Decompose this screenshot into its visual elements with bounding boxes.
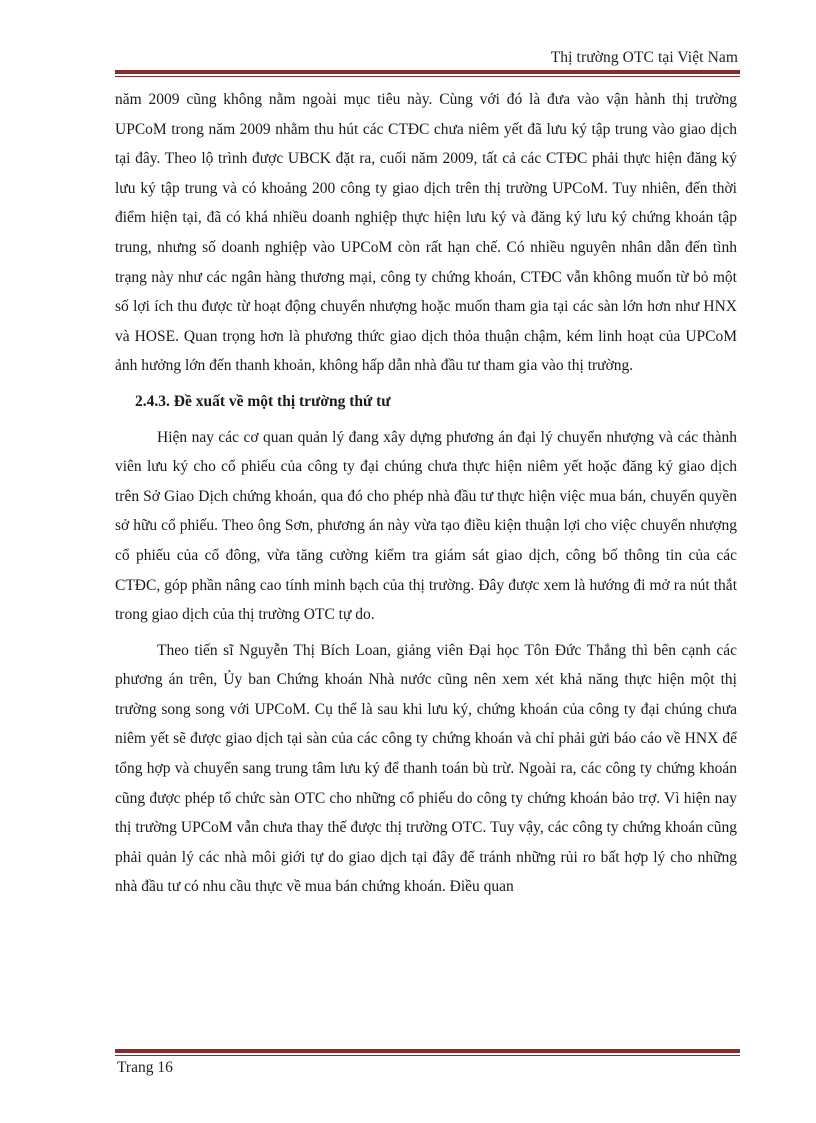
footer-rule [115,1049,740,1056]
header-rule [115,70,740,77]
body-paragraph-1: năm 2009 cũng không nằm ngoài mục tiêu này. Cùng với đó là đưa vào vận hành thị trường UPCoM trong năm 2009 nhằm thu hút các CTĐC chưa niêm yết đã lưu ký tập trung vào giao dịch tại đây. Theo lộ trình được UBCK đặt ra, cuối năm 2009, tất cả các CTĐC phải thực hiện đăng ký lưu ký tập trung và có khoảng 200 công ty giao dịch trên thị trường UPCoM. Tuy nhiên, đến thời điểm hiện tại, đã có khá nhiều doanh nghiệp thực hiện lưu ký và đăng ký lưu ký chứng khoán tập trung, nhưng số doanh nghiệp vào UPCoM còn rất hạn chế. Có nhiều nguyên nhân dẫn đến tình trạng này như các ngân hàng thương mại, công ty chứng khoán, CTĐC vẫn không muốn từ bỏ một số lợi ích thu được từ hoạt động chuyển nhượng hoặc muốn tham gia tại các sàn lớn hơn như HNX và HOSE. Quan trọng hơn là phương thức giao dịch thỏa thuận chậm, kém linh hoạt của UPCoM ảnh hưởng lớn đến thanh khoản, không hấp dẫn nhà đầu tư tham gia vào thị trường. [115,91,737,375]
running-header-title: Thị trường OTC tại Việt Nam [550,49,738,66]
body-paragraph-2: Hiện nay các cơ quan quản lý đang xây dựng phương án đại lý chuyển nhượng và các thành viên lưu ký cho cổ phiếu của công ty đại chúng chưa thực hiện niêm yết hoặc đăng ký giao dịch trên Sở Giao Dịch chứng khoán, qua đó cho phép nhà đầu tư thực hiện việc mua bán, chuyển quyền sở hữu cổ phiếu. Theo ông Sơn, phương án này vừa tạo điều kiện thuận lợi cho việc chuyển nhượng cổ phiếu của cổ đông, vừa tăng cường kiểm tra giám sát giao dịch, công bố thông tin của các CTĐC, góp phần nâng cao tính minh bạch của thị trường. Đây được xem là hướng đi mở ra nút thắt trong giao dịch của thị trường OTC tự do. [115,428,737,624]
section-heading-2-4-3: 2.4.3. Đề xuất về một thị trường thứ tư [135,392,391,410]
body-paragraph-3: Theo tiến sĩ Nguyễn Thị Bích Loan, giảng viên Đại học Tôn Đức Thắng thì bên cạnh các phương án trên, Ủy ban Chứng khoán Nhà nước cũng nên xem xét khả năng thực hiện một thị trường song song với UPCoM. Cụ thể là sau khi lưu ký, chứng khoán của công ty đại chúng chưa niêm yết sẽ được giao dịch tại sàn của các công ty chứng khoán và chỉ phải gửi báo cáo về HNX để tổng hợp và chuyển sang trung tâm lưu ký để thanh toán bù trừ. Ngoài ra, các công ty chứng khoán cũng được phép tổ chức sàn OTC cho những cổ phiếu do công ty chứng khoán bảo trợ. Vì hiện nay thị trường UPCoM vẫn chưa thay thế được thị trường OTC. Tuy vậy, các công ty chứng khoán cũng phải quản lý các nhà môi giới tự do giao dịch tại đây để tránh những rủi ro bất hợp lý cho những nhà đầu tư có nhu cầu thực về mua bán chứng khoán. Điều quan [115,641,737,896]
page-number: Trang 16 [117,1059,173,1076]
page-body [115,85,737,902]
